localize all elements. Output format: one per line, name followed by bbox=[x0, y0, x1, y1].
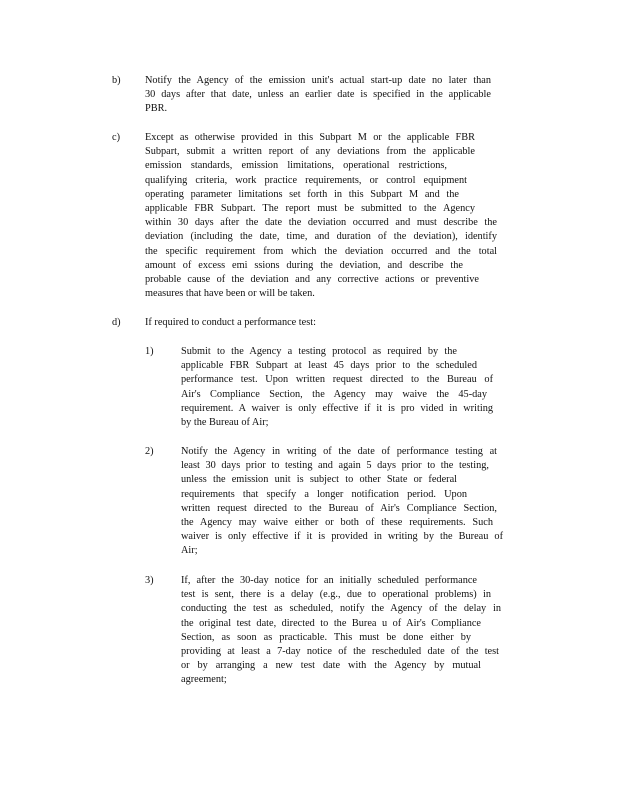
text-line: Air; bbox=[181, 545, 198, 557]
item-label: d) bbox=[112, 317, 121, 328]
text-line: the Agency may waive either or both of these requirements. Such bbox=[181, 517, 493, 529]
paragraph-d3 bbox=[181, 574, 501, 688]
text-line: within 30 days after the date the deviation occurred and must describe the bbox=[145, 217, 497, 229]
text-line: Air's Compliance Section, the Agency may waive the 45-day bbox=[181, 388, 487, 400]
text-line: emission standards, emission limitations, operational restrictions, bbox=[145, 160, 447, 172]
text-line: Subpart, submit a written report of any deviations from the applicable bbox=[145, 146, 475, 158]
text-line: requirements that specify a longer notification period. Upon bbox=[181, 488, 467, 500]
text-line: agreement; bbox=[181, 674, 227, 686]
subitem-label: 2) bbox=[145, 446, 154, 457]
text-line: applicable FBR Subpart. The report must be submitted to the Agency bbox=[145, 203, 475, 215]
text-line: applicable FBR Subpart at least 45 days prior to the scheduled bbox=[181, 360, 477, 372]
text-line: 30 days after that date, unless an earlier date is specified in the applicable bbox=[145, 89, 491, 101]
text-line: qualifying criteria, work practice requirements, or control equipment bbox=[145, 174, 467, 186]
paragraph-b bbox=[145, 74, 491, 117]
text-line: least 30 days prior to testing and again 5 days prior to the testing, bbox=[181, 460, 489, 472]
text-line: the original test date, directed to the Burea u of Air's Compliance bbox=[181, 617, 481, 629]
text-line: unless the emission unit is subject to other State or federal bbox=[181, 474, 457, 486]
item-label: b) bbox=[112, 75, 121, 86]
text-line: Except as otherwise provided in this Subpart M or the applicable FBR bbox=[145, 132, 475, 143]
text-line: written request directed to the Bureau of Air's Compliance Section, bbox=[181, 502, 497, 514]
subitem-label: 1) bbox=[145, 346, 154, 357]
text-line: or by arranging a new test date with the Agency by mutual bbox=[181, 660, 481, 672]
text-line: operating parameter limitations set forth in this Subpart M and the bbox=[145, 188, 459, 200]
text-line: If required to conduct a performance test: bbox=[145, 317, 316, 328]
text-line: conducting the test as scheduled, notify the Agency of the delay in bbox=[181, 603, 501, 615]
paragraph-d2 bbox=[181, 445, 503, 559]
text-line: the specific requirement from which the deviation occurred and the total bbox=[145, 245, 497, 257]
item-label: c) bbox=[112, 132, 120, 143]
text-line: probable cause of the deviation and any corrective actions or preventive bbox=[145, 274, 479, 286]
text-line: deviation (including the date, time, and duration of the deviation), identify bbox=[145, 231, 497, 243]
text-line: Notify the Agency in writing of the date of performance testing at bbox=[181, 446, 497, 457]
subitem-label: 3) bbox=[145, 575, 154, 586]
text-line: requirement. A waiver is only effective if it is pro vided in writing bbox=[181, 402, 493, 414]
text-line: providing at least a 7-day notice of the rescheduled date of the test bbox=[181, 646, 499, 658]
paragraph-c bbox=[145, 131, 497, 301]
text-line: by the Bureau of Air; bbox=[181, 417, 269, 429]
text-line: Section, as soon as practicable. This must be done either by bbox=[181, 631, 471, 643]
paragraph-d bbox=[145, 316, 385, 330]
text-line: amount of excess emi ssions during the deviation, and describe the bbox=[145, 259, 463, 271]
paragraph-d1 bbox=[181, 345, 497, 430]
text-line: performance test. Upon written request directed to the Bureau of bbox=[181, 374, 493, 386]
text-line: waiver is only effective if it is provided in writing by the Bureau of bbox=[181, 531, 503, 543]
text-line: Submit to the Agency a testing protocol as required by the bbox=[181, 346, 457, 357]
text-line: measures that have been or will be taken. bbox=[145, 288, 315, 300]
text-line: If, after the 30-day notice for an initially scheduled performance bbox=[181, 575, 477, 586]
text-line: PBR. bbox=[145, 103, 168, 115]
text-line: test is sent, there is a delay (e.g., due to operational problems) in bbox=[181, 589, 491, 601]
text-line: Notify the Agency of the emission unit's actual start-up date no later than bbox=[145, 75, 491, 86]
